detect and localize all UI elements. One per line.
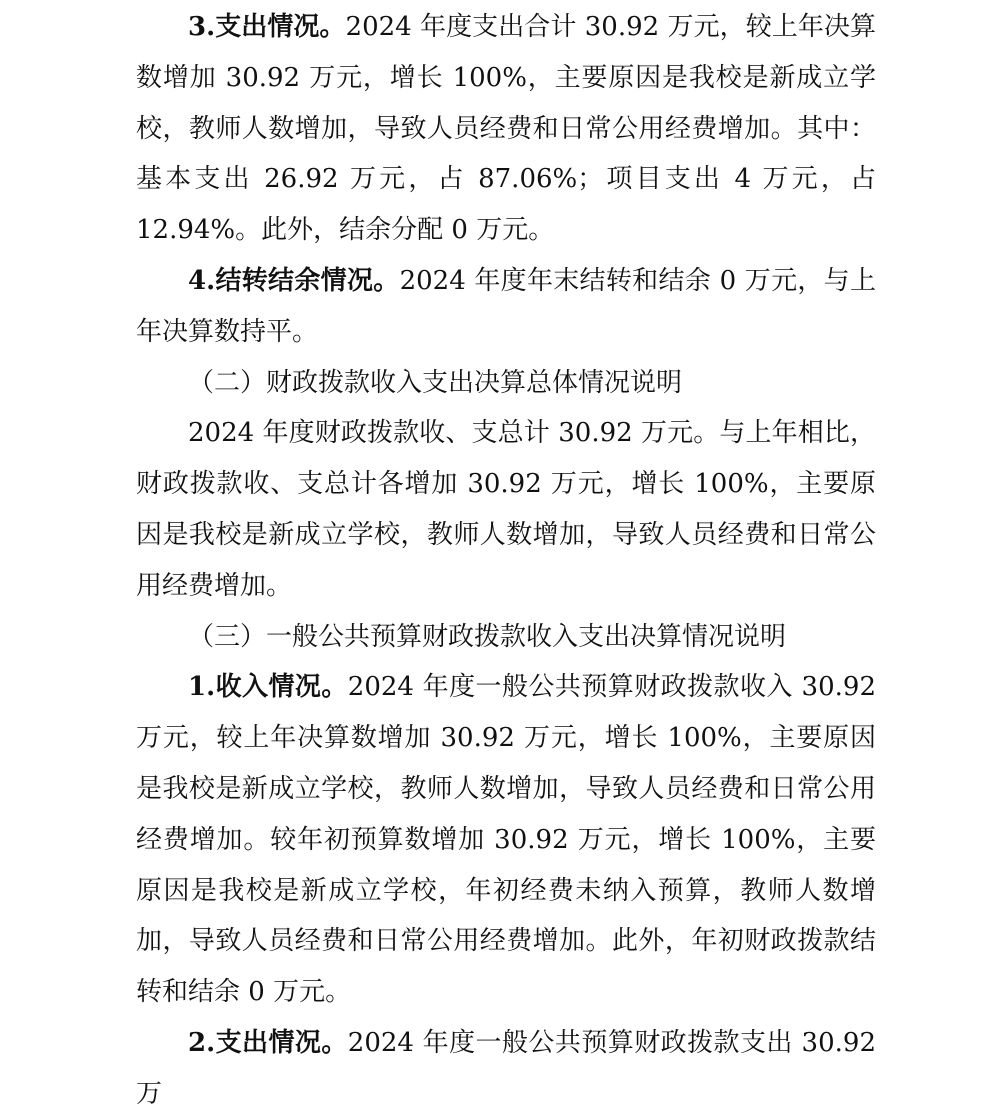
fiscal-overview-heading: （二）财政拨款收入支出决算总体情况说明 (188, 367, 683, 398)
expenditure-paragraph (136, 2, 876, 256)
expenditure-text: 2024 年度支出合计 30.92 万元，较上年决算数增加 30.92 万元，增长 100%，主要原因是我校是新成立学校，教师人数增加，导致人员经费和日常公用经费增加。其中：基本支出 26.92 万元，占 87.06%；项目支出 4 万元，占 12.94%。此外，结余分配 0 万元。 (136, 12, 876, 246)
general-budget-expense-paragraph (136, 1018, 876, 1120)
general-budget-expense-text: 2024 年度一般公共预算财政拨款支出 30.92 万 (136, 1027, 876, 1109)
carryover-paragraph (136, 256, 876, 358)
document-page (136, 2, 876, 1120)
general-budget-expense-lead: 2.支出情况。 (188, 1027, 348, 1058)
fiscal-overview-paragraph: 2024 年度财政拨款收、支总计 30.92 万元。与上年相比，财政拨款收、支总计各增加 30.92 万元，增长 100%，主要原因是我校是新成立学校，教师人数增加，导致人员经费和日常公用经费增加。 (136, 418, 876, 601)
general-budget-income-lead: 1.收入情况。 (188, 672, 348, 703)
expenditure-lead: 3.支出情况。 (188, 12, 346, 42)
carryover-lead: 4.结转结余情况。 (188, 265, 400, 296)
general-budget-heading: （三）一般公共预算财政拨款收入支出决算情况说明 (188, 621, 787, 652)
carryover-text: 2024 年度年末结转和结余 0 万元，与上年决算数持平。 (136, 265, 876, 347)
general-budget-income-text: 2024 年度一般公共预算财政拨款收入 30.92 万元，较上年决算数增加 30.92 万元，增长 100%，主要原因是我校是新成立学校，教师人数增加，导致人员经费和日常公用经费增加。较年初预算数增加 30.92 万元，增长 100%，主要原因是我校是新成立学校，年初经费未纳入预算，教师人数增加，导致人员经费和日常公用经费增加。此外，年初财政拨款结转和结余 0 万元。 (136, 672, 876, 1008)
general-budget-income-paragraph (136, 662, 876, 1018)
